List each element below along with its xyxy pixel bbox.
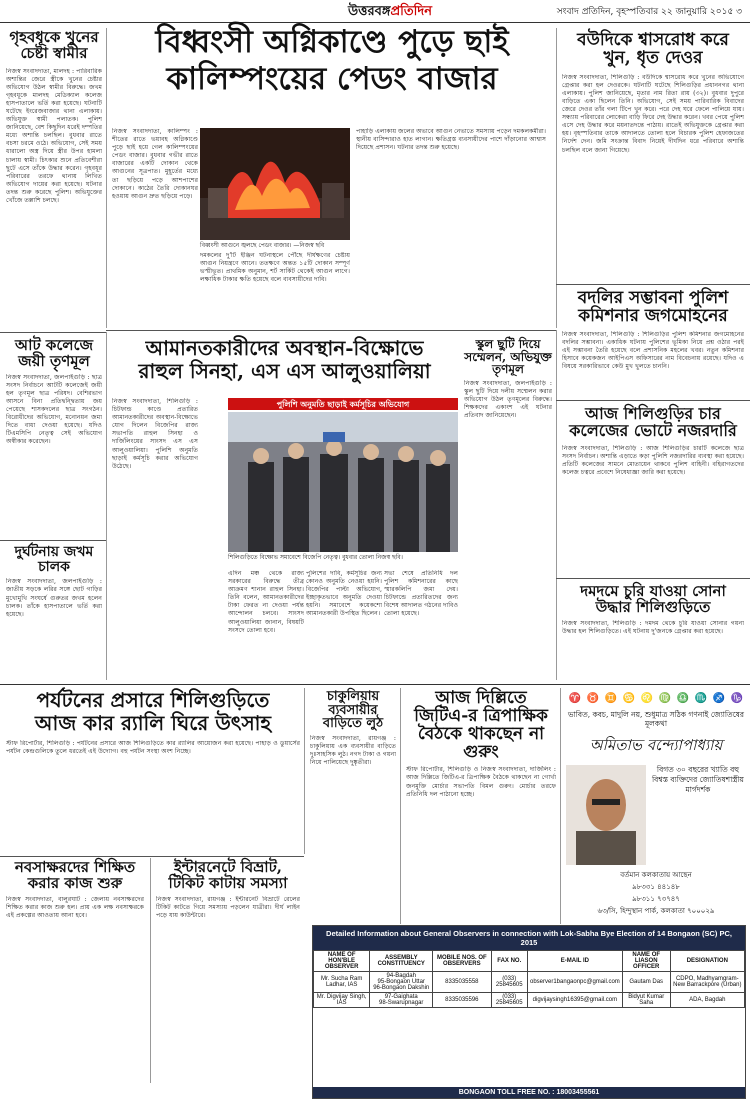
- observer-email[interactable]: observer1bangaonpc@gmail.com: [528, 972, 623, 993]
- observer-mobile: 8335035558: [433, 972, 491, 993]
- astro-address: ৬৩/সি, হিন্দুস্থান পার্ক, কলকাতা ৭০০০২৯: [597, 907, 715, 915]
- constituencies: [370, 972, 433, 993]
- chakulia-story-headline: চাকুলিয়ায় ব্যবসায়ীর বাড়িতে লুঠ: [322, 689, 384, 732]
- column-divider: [556, 28, 557, 328]
- protest-col-d: সভা শেষে প্রতিনিধি দল পুলিশ কমিশনারের কাছে স্মারকলিপি জমা দেয়। চিটফান্ডে প্রতারিতদের জন্য বিশেষ আদালত গঠনের দাবিও তোলা হয়েছে।: [384, 570, 458, 618]
- college-story: [6, 338, 102, 554]
- protest-story: [112, 338, 457, 382]
- tourism-story: [6, 690, 300, 830]
- constituency: 97-Gaighata: [384, 994, 418, 1000]
- observer-mobile: 8335035596: [433, 993, 491, 1008]
- protest-col-a: নিজস্ব সংবাদদাতা, শিলিগুড়ি : চিটফান্ড কাণ্ডে প্রতারিত আমানতকারীদের অবস্থান-বিক্ষোভে যোগ দিলেন বিজেপির রাজ্য সভাপতি রাহুল সিনহা ও দার্জিলিংয়ের সাংসদ এস এস আলুওয়ালিয়া। পুলিশি অনুমতি ছাড়াই কর্মসূচি করার অভিযোগ উঠেছে।: [112, 398, 198, 470]
- accident-story: [6, 545, 102, 658]
- literacy-story-headline: নবসাক্ষরদের শিক্ষিত করার কাজ শুরু: [14, 858, 136, 892]
- observer-fax: (033) 25845605: [491, 972, 528, 993]
- section-divider: [0, 540, 106, 541]
- college-story-body: নিজস্ব সংবাদদাতা, জলপাইগুড়ি : ছাত্র সংসদ নির্বাচনে আটটি কলেজেই জয়ী হল তৃণমূল ছাত্র পরিষদ। বেশিরভাগ আসনে বিনা প্রতিদ্বন্দ্বিতায় জয় পেয়েছে শাসকদলের ছাত্র সংগঠন। বিরোধীদের অভিযোগ, মনোনয়ন জমা দিতে বাধা দেওয়া হয়েছে। যদিও টিএমসিপি নেতৃত্ব সেই অভিযোগ অস্বীকার করেছেন।: [6, 373, 102, 446]
- section-divider: [0, 332, 106, 333]
- literacy-story-body: নিজস্ব সংবাদদাতা, বালুরঘাট : জেলায় নবসাক্ষরদের শিক্ষিত করার কাজ শুরু হল। প্রায় এক লক্ষ নবসাক্ষরকে এই প্রকল্পের আওতায় আনা হবে।: [6, 895, 144, 919]
- section-divider: [556, 284, 750, 285]
- tourism-headline-2: আজ কার র‌্যালি ঘিরে উৎসাহ: [35, 711, 271, 735]
- protest-headline-2: রাহুল সিনহা, এস এস আলুওয়ালিয়া: [138, 359, 431, 383]
- internet-story-body: নিজস্ব সংবাদদাতা, রায়গঞ্জ : ইন্টারনেট বিভ্রাটে রেলের টিকিট কাটতে গিয়ে সমস্যায় পড়লেন যাত্রীরা। দীর্ঘ লাইন পড়ে যায় কাউন্টারে।: [156, 895, 300, 919]
- astro-phone-label: বর্তমান কলকাতায় আছেন: [620, 871, 692, 879]
- tourism-story-body: স্টাফ রিপোর্টার, শিলিগুড়ি : পর্যটনের প্রসারে আজ শিলিগুড়িতে কার র‌্যালির আয়োজন করা হয়েছে। পাহাড় ও ডুয়ার্সের পর্যটন কেন্দ্রগুলিকে তুলে ধরতেই এই উদ্যোগ। বহু পর্যটন সংস্থা অংশ নিচ্ছে।: [6, 740, 300, 756]
- fire-photo: [200, 128, 350, 240]
- astro-tagline: ভাবিত, কবচ, মাদুলি নয়, শুধুমাত্র সঠিক গণনাই জ্যোতিষের মূলকথা: [568, 710, 744, 728]
- taurus-icon: ♉: [586, 692, 600, 704]
- column-divider: [556, 330, 557, 680]
- column-divider: [304, 688, 305, 854]
- fire-photo-caption: বিধ্বংসী আগুনে জ্বলছে পেডং বাজার। —নিজস্ব ছবি: [200, 242, 325, 249]
- police-story: [562, 290, 744, 396]
- cancer-icon: ♋: [622, 692, 636, 704]
- astro-name: অমিতাভ বন্দ্যোপাধ্যায়: [589, 736, 723, 754]
- astro-phone-2: ৯৮৩১১ ৭৩৭৪৭: [632, 895, 680, 903]
- gold-story: [562, 584, 744, 675]
- observer-table: [313, 950, 745, 1008]
- astro-phone-1: ৯৮৩৩১ ৪৪১৪৮: [632, 883, 680, 891]
- colleges-story-headline: আজ শিলিগুড়ির চার কলেজের ভোটে নজরদারি: [569, 404, 737, 440]
- astro-desc: বিগত ৩০ বছরের খ্যাতি বহু বিশ্বস্ত ব্যক্তিদের জ্যোতিষশাস্ত্রীয় মার্গদর্শক: [652, 765, 744, 794]
- constituencies: [370, 993, 433, 1008]
- main-headline-1: বিধ্বংসী অগ্নিকাণ্ডে পুড়ে ছাই: [155, 24, 509, 60]
- zodiac-icons: [566, 690, 746, 706]
- scorpio-icon: ♏: [694, 692, 708, 704]
- protest-col-b: এদিন মঞ্চ থেকে রাজ্য সরকারের বিরুদ্ধে তীব্র আক্রমণ শানান রাহুল সিনহা। তিনি বলেন, আমানতকারীদের টাকা ফেরত না দেওয়া পর্যন্ত আন্দোলন চলবে। সাংসদ আলুওয়ালিয়া জানান, বিষয়টি সংসদে তোলা হবে।: [228, 570, 304, 634]
- main-col-c: পাহাড়ি এলাকায় জলের অভাবে আগুন নেভাতে সমস্যায় পড়েন দমকলকর্মীরা। স্থানীয় বাসিন্দারাও হাত লাগান। ক্ষতিগ্রস্ত ব্যবসায়ীদের পাশে দাঁড়ানোর আশ্বাস দিয়েছে প্রশাসন। ঘটনার তদন্ত শুরু হয়েছে।: [356, 128, 546, 152]
- aries-icon: ♈: [568, 692, 582, 704]
- accident-story-body: নিজস্ব সংবাদদাতা, জলপাইগুড়ি : জাতীয় সড়কে লরির সঙ্গে ছোট গাড়ির মুখোমুখি সংঘর্ষে গুরুতর জখম হলেন চালক। তাঁকে হাসপাতালে ভর্তি করা হয়েছে।: [6, 578, 102, 618]
- gold-story-headline: দমদমে চুরি যাওয়া সোনা উদ্ধার শিলিগুড়িতে: [580, 582, 726, 616]
- liaison-officer: Bidyut Kumar Saha: [622, 993, 670, 1008]
- masthead-part-a: উত্তরবঙ্গ: [348, 4, 391, 19]
- chakulia-story: [310, 690, 396, 955]
- main-headline-2: কালিম্পংয়ের পেডং বাজার: [166, 60, 498, 97]
- masthead: [300, 2, 480, 23]
- protest-bar: পুলিশি অনুমতি ছাড়াই কর্মসূচির অভিযোগ: [228, 398, 458, 410]
- school-story-headline: স্কুল ছুটি দিয়ে সম্মেলন, অভিযুক্ত তৃণমূল: [464, 337, 552, 377]
- column-divider: [150, 858, 151, 1083]
- liaison-officer: Gautam Das: [622, 972, 670, 993]
- constituency: 94-Bagdah: [386, 973, 416, 979]
- main-story: [112, 26, 552, 95]
- tourism-headline-1: পর্যটনের প্রসারে শিলিগুড়িতে: [36, 688, 270, 712]
- chakulia-story-body: নিজস্ব সংবাদদাতা, রায়গঞ্জ : চাকুলিয়ায় এক ব্যবসায়ীর বাড়িতে দুঃসাহসিক লুঠ। নগদ টাকা ও গয়না নিয়ে পালিয়েছে দুষ্কৃতীরা।: [310, 734, 396, 767]
- leo-icon: ♌: [640, 692, 654, 704]
- table-row: [314, 993, 745, 1008]
- page-header: [0, 0, 750, 23]
- police-story-body: নিজস্ব সংবাদদাতা, শিলিগুড়ি : শিলিগুড়ির পুলিশ কমিশনার জগমোহনের বদলির সম্ভাবনা। একাধিক ঘটনায় পুলিশের ভূমিকা নিয়ে প্রশ্ন ওঠার পরই এই সম্ভাবনা তৈরি হয়েছে বলে প্রশাসনিক মহলের খবর। নতুন কমিশনার হিসাবে কয়েকজন আইপিএস অফিসারের নাম বিবেচনায় রয়েছে। যদিও এ বিষয়ে সরকারিভাবে কেউ মুখ খুলতে চাননি।: [562, 330, 744, 371]
- designation: ADA, Bagdah: [670, 993, 744, 1008]
- right-story: [562, 32, 744, 284]
- accident-story-headline: দুর্ঘটনায় জখম চালক: [14, 544, 94, 575]
- dateline: সংবাদ প্রতিদিন, বৃহস্পতিবার ২২ জানুয়ারি ২০১৫ ৩: [556, 7, 742, 17]
- section-divider: [106, 330, 556, 331]
- astrology-ad: [566, 690, 746, 922]
- capricorn-icon: ♑: [730, 692, 744, 704]
- literacy-story: [6, 860, 144, 1106]
- gta-story: [406, 690, 556, 926]
- protest-col-c: পুলিশের দাবি, কর্মসূচির জন্য কোনও অনুমতি নেওয়া হয়নি। বিজেপির পাল্টা অভিযোগ, ইচ্ছাকৃতভাবে অনুমতি দেওয়া হয়নি। সমাবেশে কয়েকশো আমানতকারী উপস্থিত ছিলেন।: [306, 570, 382, 618]
- main-col-b: দমকলের দু'টি ইঞ্জিন ঘটনাস্থলে পৌঁছে দীর্ঘক্ষণের চেষ্টায় আগুন নিয়ন্ত্রণে আনে। ততক্ষণে অন্তত ১৫টি দোকান সম্পূর্ণ ভস্মীভূত। প্রাথমিক অনুমান, শর্ট সার্কিট থেকেই আগুন লাগে। লক্ষাধিক টাকার ক্ষতি হয়েছে বলে ব্যবসায়ীদের দাবি।: [200, 252, 350, 284]
- sagittarius-icon: ♐: [712, 692, 726, 704]
- fire-photo-image: [200, 128, 350, 240]
- libra-icon: ♎: [676, 692, 690, 704]
- observer-fax: (033) 25845605: [491, 993, 528, 1008]
- gold-story-body: নিজস্ব সংবাদদাতা, শিলিগুড়ি : দমদম থেকে চুরি যাওয়া সোনার গয়না উদ্ধার হল শিলিগুড়িতে। এই ঘটনায় দু'জনকে গ্রেপ্তার করা হয়েছে।: [562, 619, 744, 635]
- masthead-part-b: প্রতিদিন: [390, 4, 432, 19]
- table-row: [314, 972, 745, 993]
- column-header: NAME OF LIASON OFFICER: [622, 951, 670, 972]
- column-divider: [106, 332, 107, 680]
- constituency: 95-Bongaon Uttar: [377, 979, 425, 985]
- astrologer-portrait: [566, 765, 646, 865]
- column-header: E-MAIL ID: [528, 951, 623, 972]
- left-story-body: নিজস্ব সংবাদদাতা, মালদহ : পারিবারিক অশান্তির জেরে স্ত্রীকে খুনের চেষ্টার অভিযোগ উঠল স্বামীর বিরুদ্ধে। জখম গৃহবধূকে মালদহ মেডিক্যাল কলেজ হাসপাতালে ভর্তি করা হয়েছে। ঘটনাটি ঘটেছে ইংরেজবাজার থানা এলাকায়। অভিযুক্ত স্বামী পলাতক। পুলিশ জানিয়েছে, বেশ কিছুদিন ধরেই দম্পতির মধ্যে অশান্তি চলছিল। বুধবার রাতে বচসা চরমে ওঠে। অভিযোগ, সেই সময় ধারালো অস্ত্র দিয়ে স্ত্রীর উপর হামলা চালায় স্বামী। চিৎকার শুনে প্রতিবেশীরা ছুটে এসে তাঁকে উদ্ধার করেন। গৃহবধূর পরিবারের তরফে থানায় লিখিত অভিযোগ দায়ের করা হয়েছে। ঘটনার তদন্ত শুরু করেছে পুলিশ। অভিযুক্তের খোঁজে তল্লাশি চলছে।: [6, 67, 102, 204]
- column-divider: [560, 688, 561, 924]
- protest-photo-caption: শিলিগুড়িতে বিক্ষোভ সমাবেশে বিজেপি নেতৃত্ব। বুধবার তোলা নিজস্ব ছবি।: [228, 554, 403, 561]
- section-divider: [0, 684, 750, 685]
- virgo-icon: ♍: [658, 692, 672, 704]
- column-header: NAME OF HON'BLE OBSERVER: [314, 951, 370, 972]
- column-header: FAX NO.: [491, 951, 528, 972]
- gta-story-body: স্টাফ রিপোর্টার, শিলিগুড়ি ও নিজস্ব সংবাদদাতা, দার্জিলিং : আজ দিল্লিতে জিটিএ-র ত্রিপাক্ষিক বৈঠকে থাকছেন না গোর্খা জনমুক্তি মোর্চার সভাপতি বিমল গুরুং। মোর্চার তরফে প্রতিনিধি দল পাঠানো হচ্ছে।: [406, 766, 556, 798]
- column-header: DESIGNATION: [670, 951, 744, 972]
- table-header-row: [314, 951, 745, 972]
- left-story-headline: গৃহবধূকে খুনের চেষ্টা স্বামীর: [9, 28, 99, 62]
- protest-headline-1: আমানতকারীদের অবস্থান-বিক্ষোভে: [145, 336, 424, 360]
- section-divider: [556, 578, 750, 579]
- internet-story-headline: ইন্টারনেটে বিভ্রাট, টিকিট কাটায় সমস্যা: [168, 858, 288, 892]
- section-divider: [556, 400, 750, 401]
- observer-name: Mr. Sucha Ram Ladhar, IAS: [314, 972, 370, 993]
- main-col-a: নিজস্ব সংবাদদাতা, কালিম্পং : শীতের রাতে ভয়াবহ অগ্নিকাণ্ডে পুড়ে ছাই হয়ে গেল কালিম্পংয়ের পেডং বাজার। বুধবার গভীর রাতে বাজারের একটি দোকান থেকে আগুনের সূত্রপাত। মুহূর্তের মধ্যে তা ছড়িয়ে পড়ে আশপাশের দোকানে। কাঠের তৈরি দোকানঘর হওয়ায় আগুন দ্রুত ছড়িয়ে পড়ে।: [112, 128, 198, 200]
- column-header: ASSEMBLY CONSTITUENCY: [370, 951, 433, 972]
- protest-photo-image: [228, 412, 458, 552]
- right-story-body: নিজস্ব সংবাদদাতা, শিলিগুড়ি : বউদিকে শ্বাসরোধ করে খুনের অভিযোগে গ্রেপ্তার করা হল দেওরকে। ঘটনাটি ঘটেছে শিলিগুড়ির প্রধাননগর থানা এলাকায়। পুলিশ জানিয়েছে, মৃতার নাম রিতা রায় (৩২)। বুধবার দুপুরে বাড়িতে একা ছিলেন তিনি। অভিযোগ, সেই সময় পারিবারিক বিবাদের জেরে দেওর তাঁর গলা টিপে খুন করে। পরে দেহ ঘরে ফেলে পালিয়ে যায়। সন্ধ্যায় পরিবারের লোকেরা বাড়ি ফিরে দেহ উদ্ধার করেন। খবর পেয়ে পুলিশ এসে দেহ উদ্ধার করে ময়নাতদন্তে পাঠায়। রাতেই অভিযুক্তকে গ্রেপ্তার করা হয়। বৃহস্পতিবার তাকে আদালতে তোলা হলে বিচারক পুলিশ হেফাজতের নির্দেশ দেন। জমি সংক্রান্ত বিবাদ নিয়েই দীর্ঘদিন ধরে পরিবারে অশান্তি চলছিল বলে জানা গিয়েছে।: [562, 73, 744, 154]
- gemini-icon: ♊: [604, 692, 618, 704]
- left-story: [6, 30, 102, 328]
- observer-ad: [312, 925, 746, 1099]
- internet-story: [156, 860, 300, 1106]
- protest-photo: [228, 412, 458, 552]
- observer-name: Mr. Digvijay Singh, IAS: [314, 993, 370, 1008]
- colleges-story: [562, 406, 744, 565]
- college-story-headline: আট কলেজে জয়ী তৃণমূল: [14, 336, 94, 370]
- gta-story-headline: আজ দিল্লিতে জিটিএ-র ত্রিপাক্ষিক বৈঠকে থাকছেন না গুরুং: [414, 688, 548, 762]
- astrologer-photo: [566, 765, 646, 865]
- section-divider: [0, 856, 304, 857]
- colleges-story-body: নিজস্ব সংবাদদাতা, শিলিগুড়ি : আজ শিলিগুড়ির চারটি কলেজে ছাত্র সংসদ নির্বাচন। অশান্তি এড়াতে কড়া পুলিশি নজরদারির ব্যবস্থা করা হয়েছে। প্রতিটি কলেজের সামনে মোতায়েন থাকবে পুলিশ বাহিনী। বহিরাগতদের কলেজ চত্বরে প্রবেশে নিষেধাজ্ঞা জারি করা হয়েছে।: [562, 444, 744, 476]
- column-divider: [106, 28, 107, 328]
- designation: CDPO, Madhyamgram-New Barrackpore (Urban): [670, 972, 744, 993]
- school-story-body: নিজস্ব সংবাদদাতা, জলপাইগুড়ি : স্কুল ছুটি দিয়ে দলীয় সম্মেলন করার অভিযোগ উঠল তৃণমূলের বিরুদ্ধে। শিক্ষকদের একাংশ এই ঘটনার প্রতিবাদ জানিয়েছেন।: [464, 379, 552, 420]
- toll-free-footer: BONGAON TOLL FREE NO. : 18003455561: [313, 1087, 745, 1098]
- column-divider: [400, 688, 401, 924]
- police-story-headline: বদলির সম্ভাবনা পুলিশ কমিশনার জগমোহনের: [577, 288, 729, 326]
- observer-ad-title: Detailed Information about General Observers in connection with Lok-Sabha Bye Election of 14 Bongaon (SC) PC, 2015: [313, 926, 745, 950]
- school-story: [464, 338, 552, 640]
- right-story-headline: বউদিকে শ্বাসরোধ করে খুন, ধৃত দেওর: [577, 30, 729, 68]
- observer-email[interactable]: digvijaysingh16395@gmail.com: [528, 993, 623, 1008]
- constituency: 96-Bongaon Dakshin: [373, 985, 430, 991]
- column-header: MOBILE NOS. OF OBSERVERS: [433, 951, 491, 972]
- constituency: 98-Swarupnagar: [379, 1000, 424, 1006]
